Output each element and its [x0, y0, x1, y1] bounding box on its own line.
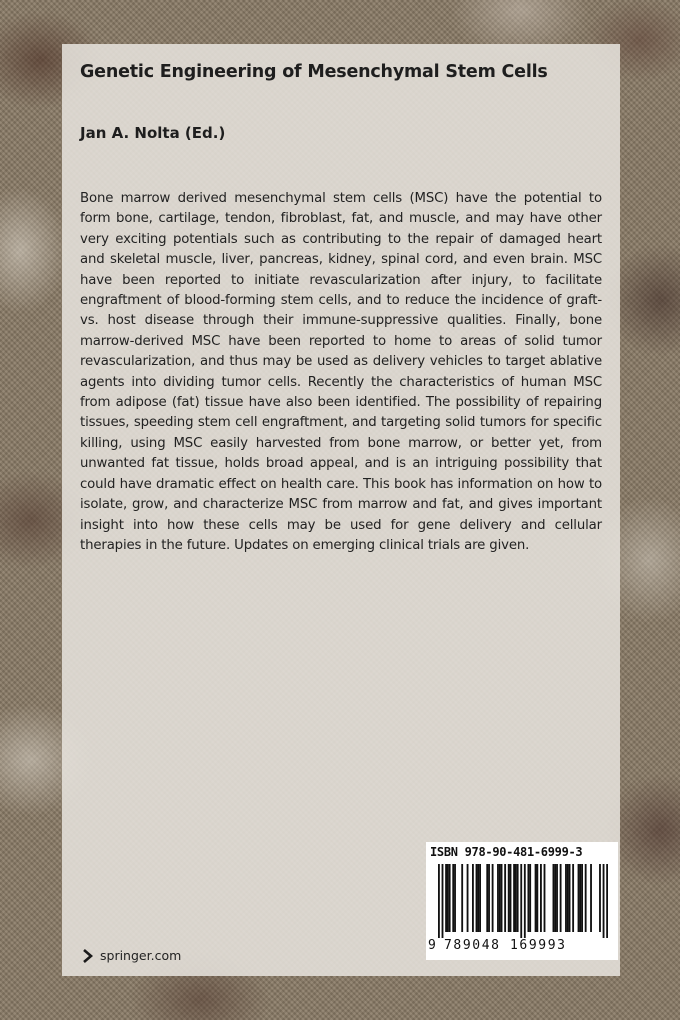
barcode-bar: [515, 864, 517, 932]
barcode-bars: [438, 864, 608, 938]
barcode-bar: [556, 864, 558, 932]
barcode-bar: [553, 864, 555, 932]
barcode-bar: [517, 864, 519, 932]
barcode-bar: [529, 864, 531, 932]
barcode-bar: [572, 864, 574, 932]
barcode-bar: [442, 864, 444, 938]
isbn-label: ISBN 978-90-481-6999-3: [430, 845, 583, 859]
chevron-right-icon: [80, 949, 94, 963]
barcode-bar: [510, 864, 512, 932]
barcode-bar: [603, 864, 605, 938]
barcode-digits: 789048 169993: [444, 938, 567, 953]
barcode-bar: [501, 864, 503, 932]
barcode-bar: [472, 864, 474, 932]
barcode-bar: [499, 864, 501, 932]
barcode-bar: [497, 864, 499, 932]
barcode-bar: [477, 864, 479, 932]
barcode-bar: [524, 864, 526, 938]
publisher-link[interactable]: [80, 948, 181, 963]
barcode-bar: [449, 864, 451, 932]
barcode-bar: [513, 864, 515, 932]
barcode-bar: [567, 864, 569, 932]
barcode-bar: [565, 864, 567, 932]
barcode-bar: [536, 864, 538, 932]
barcode-bar: [508, 864, 510, 932]
book-description: Bone marrow derived mesenchymal stem cells (MSC) have the potential to form bone, cartilage, tendon, fibroblast, fat, and muscle, and may have other very exciting potentials such as contributing to the repair of damaged heart and skeletal muscle, liver, pancreas, kidney, spinal cord, and even brain. MSC have been reported to initiate revascularization after injury, to facilitate engraftment of blood-forming stem cells, and to reduce the incidence of graft-vs. host disease through their immune-suppressive qualities. Finally, bone marrow-derived MSC have been reported to home to areas of solid tumor revascularization, and thus may be used as delivery vehicles to target ablative agents into dividing tumor cells. Recently the characteristics of human MSC from adipose (fat) tissue have also been identified. The possibility of repairing tissues, speeding stem cell engraftment, and targeting solid tumors for specific killing, using MSC easily harvested from bone marrow, or better yet, from unwanted fat tissue, holds broad appeal, and is an intriguing possibility that could have dramatic effect on health care. This book has information on how to isolate, grow, and characterize MSC from marrow and fat, and gives important insight into how these cells may be used for gene delivery and cellular therapies in the future. Updates on emerging clinical trials are given.: [80, 191, 602, 553]
barcode-bar: [445, 864, 447, 932]
isbn-barcode-box: [426, 842, 618, 960]
barcode-bar: [535, 864, 537, 932]
barcode-bar: [578, 864, 580, 932]
barcode-bar: [579, 864, 581, 932]
barcode-bar: [461, 864, 463, 932]
barcode-bar: [585, 864, 587, 932]
barcode-bar: [492, 864, 494, 932]
barcode-bar: [540, 864, 542, 932]
barcode-bar: [606, 864, 608, 938]
barcode-bar: [488, 864, 490, 932]
barcode-digit-first: 9: [428, 938, 436, 953]
barcode-bar: [599, 864, 601, 932]
barcode-bar: [486, 864, 488, 932]
barcode-bar: [438, 864, 440, 938]
barcode-bar: [452, 864, 454, 932]
barcode-bar: [476, 864, 478, 932]
barcode-bar: [447, 864, 449, 932]
book-title: Genetic Engineering of Mesenchymal Stem Cells: [80, 62, 548, 82]
barcode-bar: [544, 864, 546, 932]
barcode-bar: [520, 864, 522, 938]
barcode-bar: [454, 864, 456, 932]
barcode-bar: [554, 864, 556, 932]
publisher-url: springer.com: [100, 948, 182, 963]
barcode-bar: [479, 864, 481, 932]
barcode-bar: [527, 864, 529, 932]
barcode-bar: [560, 864, 562, 932]
barcode-bar: [504, 864, 506, 932]
barcode-bar: [581, 864, 583, 932]
barcode-bar: [590, 864, 592, 932]
barcode-bar: [467, 864, 469, 932]
book-author: Jan A. Nolta (Ed.): [80, 124, 226, 142]
barcode-bar: [569, 864, 571, 932]
